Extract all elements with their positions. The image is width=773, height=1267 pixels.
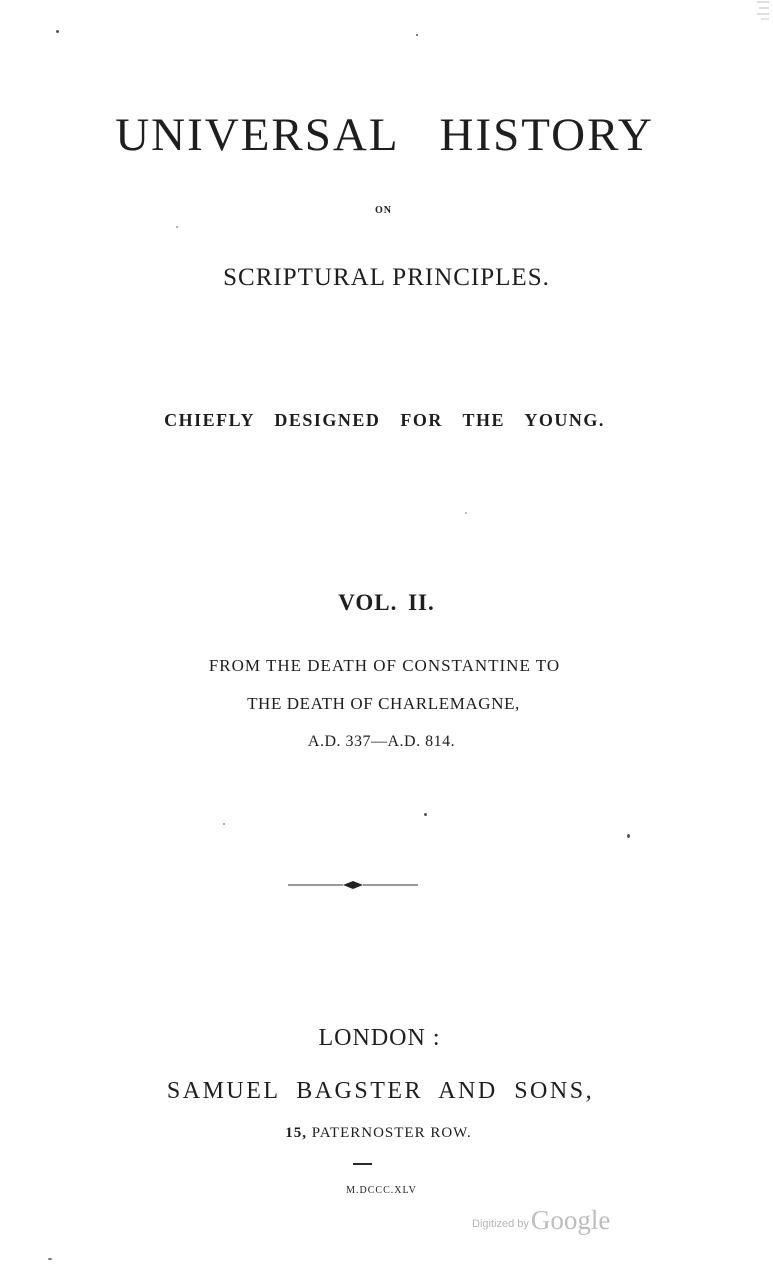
book-title-word-2: HISTORY <box>439 109 654 161</box>
short-rule-divider <box>353 1163 372 1165</box>
imprint-year: M.DCCC.XLV <box>346 1185 417 1196</box>
imprint-address <box>0 1125 765 1142</box>
imprint-publisher: SAMUEL BAGSTER AND SONS, <box>166 1078 595 1104</box>
book-title <box>0 108 771 162</box>
diamond-rule-ornament-icon <box>288 879 418 891</box>
title-connector: ON <box>375 205 392 216</box>
scan-speck <box>56 30 59 33</box>
period-line-2: THE DEATH OF CHARLEMAGNE, <box>247 694 520 713</box>
period-line-1: FROM THE DEATH OF CONSTANTINE TO <box>208 656 561 675</box>
book-title-word-1: UNIVERSAL <box>115 109 400 161</box>
scan-corner-mark-icon <box>755 0 771 22</box>
scan-speck <box>627 834 630 838</box>
period-dates: A.D. 337—A.D. 814. <box>307 733 456 750</box>
imprint-address-number: 15, <box>285 1125 308 1141</box>
scan-speck <box>176 226 178 228</box>
scan-speck <box>465 512 467 514</box>
scan-speck <box>48 1258 52 1260</box>
audience-line: CHIEFLY DESIGNED FOR THE YOUNG. <box>164 410 605 430</box>
imprint-address-street: PATERNOSTER ROW. <box>311 1125 472 1141</box>
volume-number: VOL. II. <box>338 590 435 615</box>
book-subtitle: SCRIPTURAL PRINCIPLES. <box>223 264 550 291</box>
scan-speck <box>416 34 418 36</box>
watermark-prefix: Digitized by <box>472 1218 529 1230</box>
scan-speck <box>223 823 225 825</box>
google-logo: Google <box>530 1205 611 1235</box>
imprint-city: LONDON : <box>318 1025 441 1051</box>
digitization-watermark <box>472 1205 610 1236</box>
scan-speck <box>424 813 427 816</box>
